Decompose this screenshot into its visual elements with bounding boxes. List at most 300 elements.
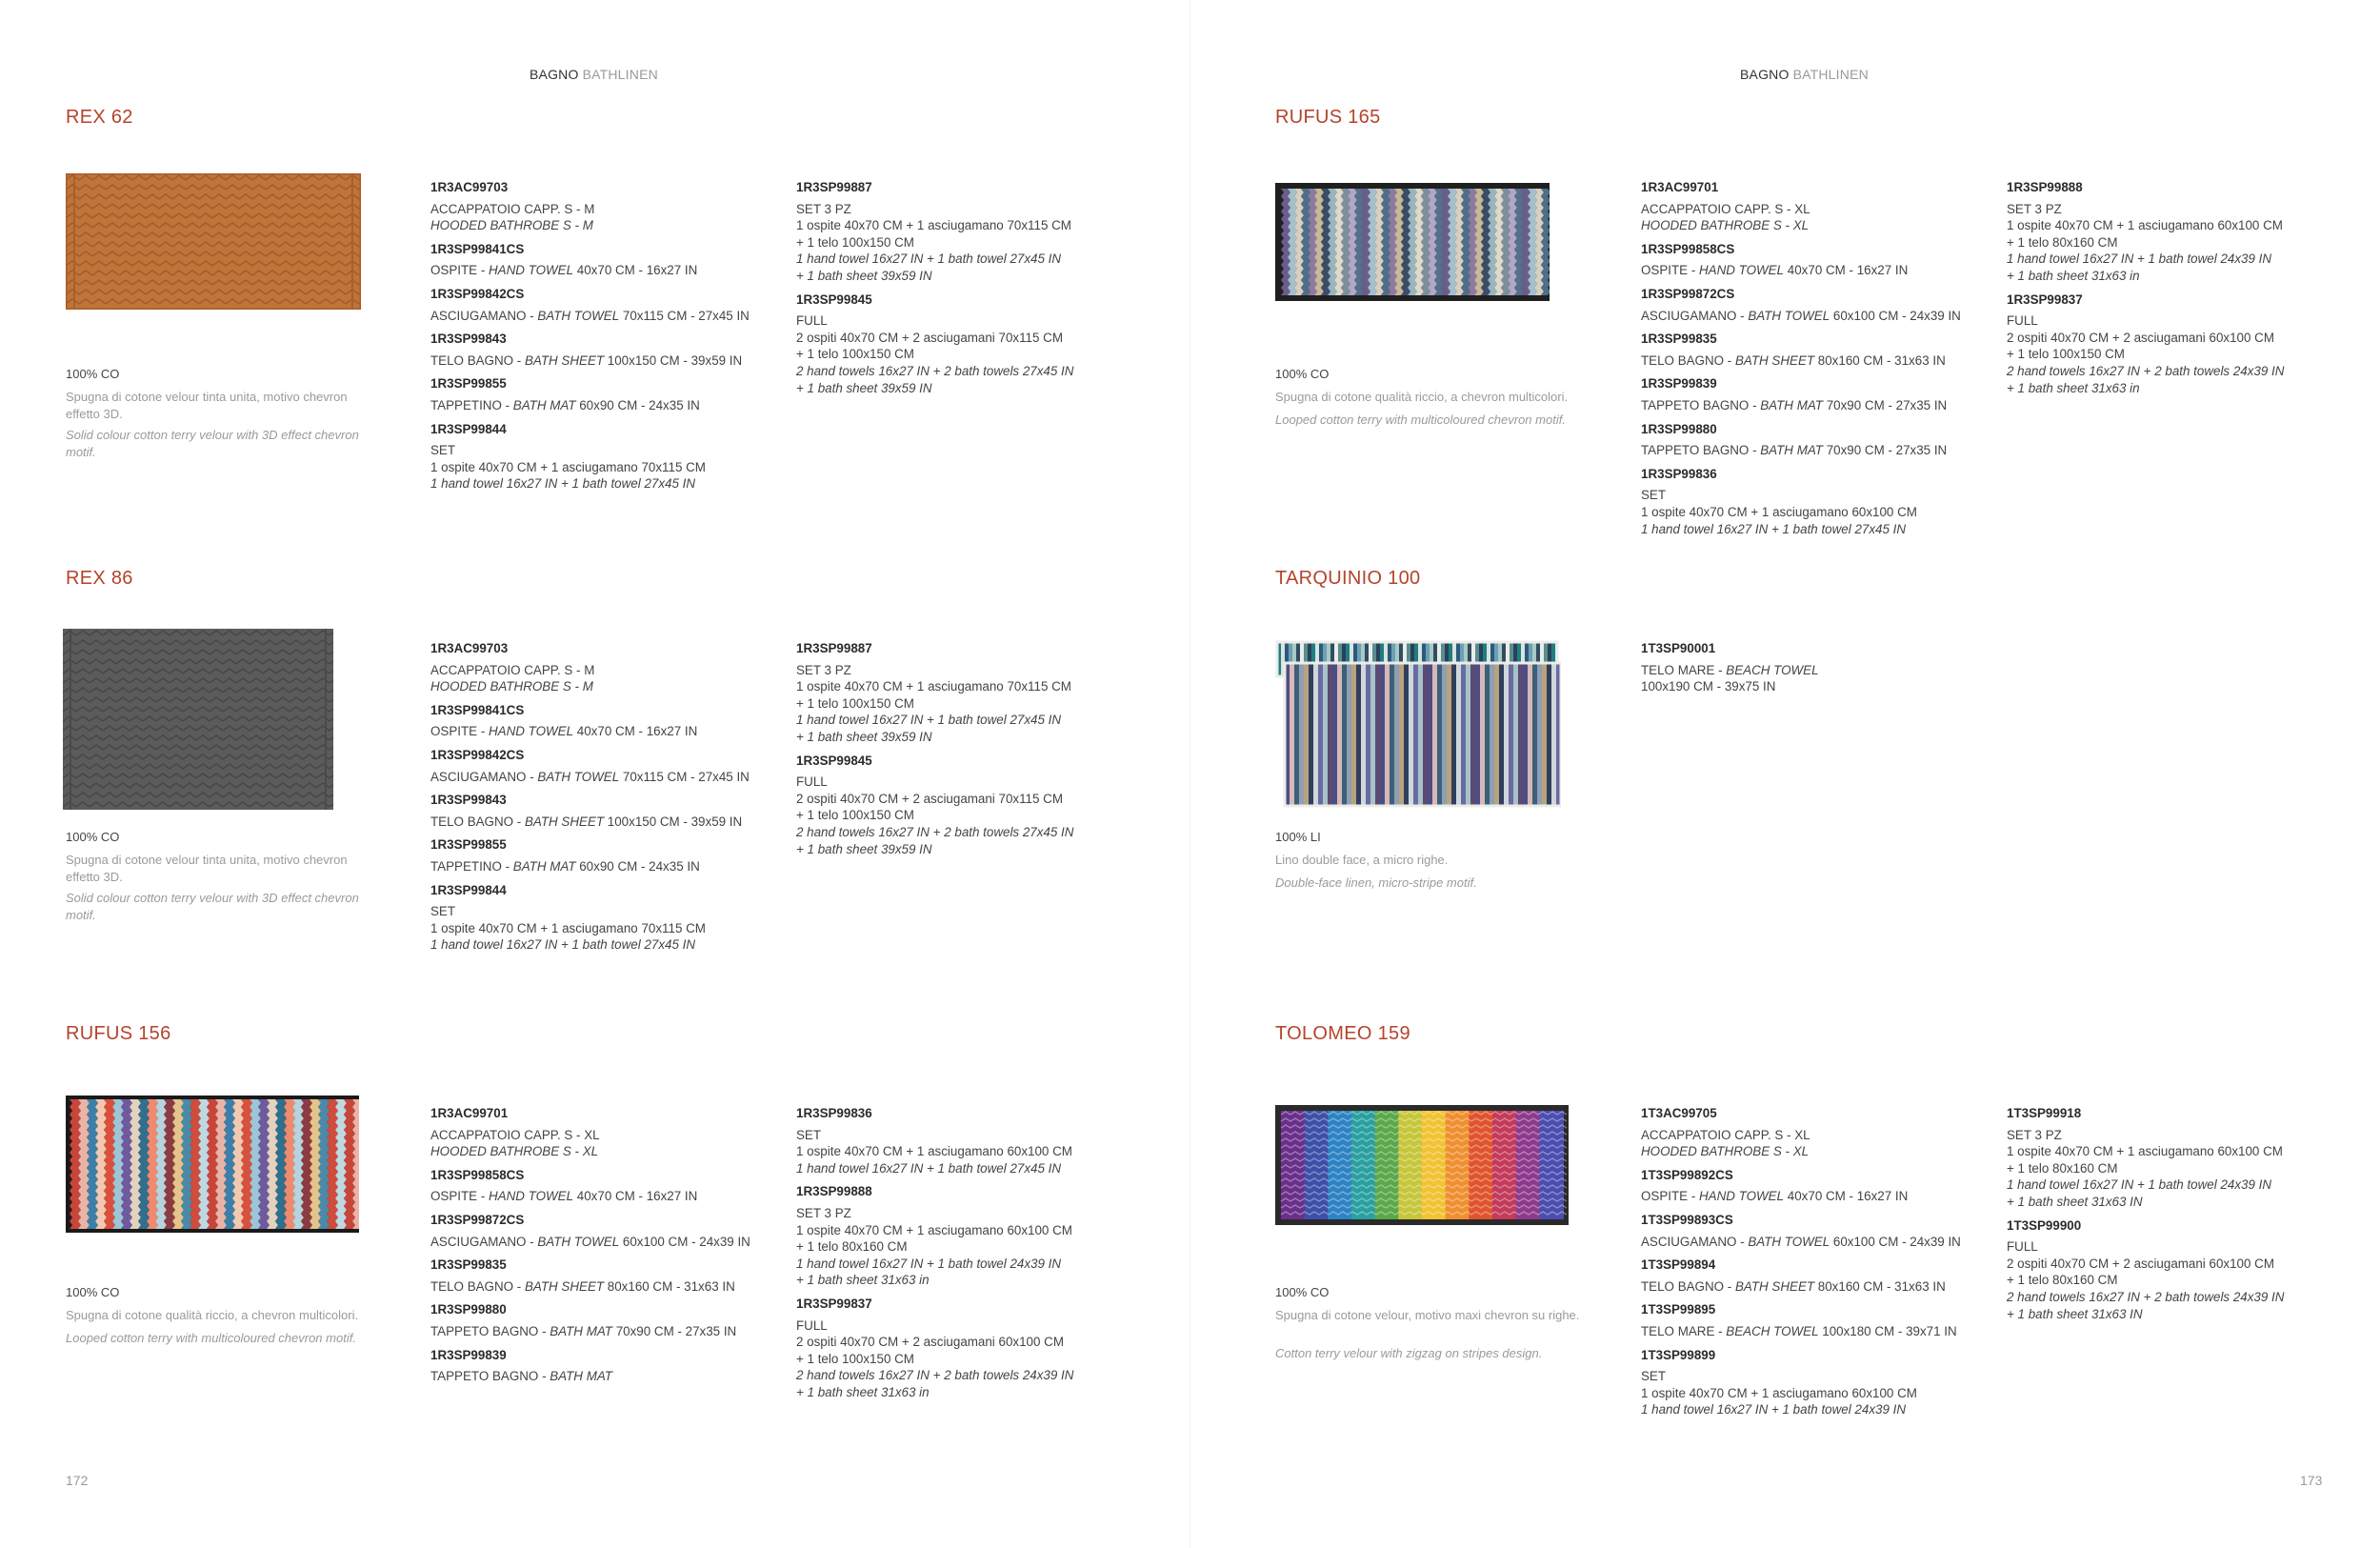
sku-line	[2007, 380, 2350, 397]
sku-code: 1T3SP99893CS	[1641, 1212, 1733, 1227]
sku-code: 1R3SP99837	[796, 1296, 872, 1311]
sku-line-english: 1 hand towel 16x27 IN + 1 bath towel 24x39 IN	[2007, 1177, 2272, 1193]
rufus-165-towel-image	[1275, 183, 1550, 301]
sku-line-text: TELO BAGNO -	[1641, 1278, 1735, 1294]
sku-line	[1641, 662, 1984, 679]
product-image	[1275, 640, 1561, 812]
sku-line	[796, 1256, 1139, 1273]
sku-line-text: SET	[796, 1127, 822, 1142]
sku-item	[1641, 1212, 1984, 1250]
material-description-en: Cotton terry velour with zigzag on stripes design.	[1275, 1346, 1543, 1360]
sku-line-text: 100x190 CM - 39x75 IN	[1641, 679, 1776, 694]
sku-line-english: HOODED BATHROBE S - XL	[430, 1144, 599, 1159]
sku-line	[796, 330, 1139, 347]
material-composition: 100% CO	[1275, 367, 1330, 381]
sku-line-english: 1 hand towel 16x27 IN + 1 bath towel 27x45 IN	[430, 476, 696, 492]
sku-line-text: 40x70 CM - 16x27 IN	[1784, 263, 1909, 278]
sku-line	[1641, 397, 1984, 414]
sku-line-text: 1 ospite 40x70 CM + 1 asciugamano 60x100 CM	[2007, 1144, 2283, 1159]
sku-line-text: ACCAPPATOIO CAPP. S - M	[430, 662, 595, 677]
sku-line	[796, 662, 1139, 679]
sku-line-text: + 1 telo 100x150 CM	[796, 234, 914, 250]
sku-line-text: 100x180 CM - 39x71 IN	[1818, 1323, 1957, 1338]
sku-line-text: 80x160 CM - 31x63 IN	[604, 1278, 735, 1294]
sku-line-text: + 1 telo 80x160 CM	[2007, 1273, 2118, 1288]
sku-column-2	[796, 1105, 1139, 1408]
sku-line	[1641, 1323, 1984, 1340]
sku-line-english: BATH MAT	[512, 858, 576, 874]
sku-line-text: SET 3 PZ	[2007, 201, 2062, 216]
sku-line-text: 2 ospiti 40x70 CM + 2 asciugamani 70x115 CM	[796, 330, 1063, 345]
sku-line	[430, 1127, 773, 1144]
sku-item	[430, 882, 773, 954]
sku-line-text: 80x160 CM - 31x63 IN	[1814, 352, 1946, 368]
sku-column-1	[430, 1105, 773, 1392]
sku-column-1	[1641, 1105, 1984, 1425]
sku-item	[1641, 1347, 1984, 1418]
sku-code: 1T3SP99895	[1641, 1302, 1716, 1317]
sku-item	[1641, 375, 1984, 413]
sku-line-text: ASCIUGAMANO -	[1641, 308, 1749, 323]
sku-line	[2007, 330, 2350, 347]
sku-code: 1R3SP99843	[430, 332, 507, 347]
sku-line	[1641, 1368, 1984, 1385]
sku-line	[796, 678, 1139, 695]
sku-line	[1641, 487, 1984, 504]
sku-item	[430, 836, 773, 875]
sku-line-english: BATH TOWEL	[537, 769, 620, 784]
sku-line-english: BEACH TOWEL	[1726, 662, 1819, 677]
sku-line-text: TAPPETO BAGNO -	[430, 1369, 550, 1384]
sku-line-text: OSPITE -	[430, 724, 490, 739]
sku-line-english: 2 hand towels 16x27 IN + 2 bath towels 24x39 IN	[796, 1368, 1074, 1383]
sku-column-2	[796, 179, 1139, 403]
sku-code: 1R3SP99880	[430, 1302, 507, 1317]
sku-line-text: 1 ospite 40x70 CM + 1 asciugamano 70x115 CM	[430, 920, 706, 935]
sku-line-text: 2 ospiti 40x70 CM + 2 asciugamani 70x115 CM	[796, 791, 1063, 806]
sku-line	[796, 1238, 1139, 1256]
sku-line	[1641, 1143, 1984, 1160]
sku-line-text: 1 ospite 40x70 CM + 1 asciugamano 70x115 CM	[796, 218, 1071, 233]
sku-line-english: BATH TOWEL	[537, 1234, 620, 1249]
sku-line	[430, 723, 773, 740]
sku-line-text: 1 ospite 40x70 CM + 1 asciugamano 70x115 CM	[796, 679, 1071, 694]
sku-code: 1R3AC99701	[1641, 180, 1719, 194]
sku-line	[796, 791, 1139, 808]
sku-line	[2007, 1176, 2350, 1194]
sku-line	[796, 841, 1139, 858]
sku-line-text: 80x160 CM - 31x63 IN	[1814, 1278, 1946, 1294]
sku-line	[796, 201, 1139, 218]
sku-line-text: 70x90 CM - 27x35 IN	[611, 1323, 737, 1338]
material-description-en: Double-face linen, micro-stripe motif.	[1275, 875, 1477, 890]
sku-line-text: + 1 telo 100x150 CM	[796, 808, 914, 823]
sku-line	[2007, 346, 2350, 363]
sku-line	[430, 397, 773, 414]
sku-code: 1R3SP99839	[1641, 376, 1717, 392]
sku-item	[1641, 1256, 1984, 1295]
sku-code: 1R3SP99872CS	[430, 1212, 525, 1227]
sku-line-text: 70x115 CM - 27x45 IN	[619, 769, 750, 784]
sku-line	[796, 1160, 1139, 1177]
sku-item	[2007, 292, 2350, 397]
sku-line-text: 1 ospite 40x70 CM + 1 asciugamano 60x100 CM	[2007, 218, 2283, 233]
sku-code: 1R3SP99843	[430, 793, 507, 808]
sku-line-english: BATH MAT	[1760, 397, 1823, 412]
sku-column-1	[1641, 179, 1984, 544]
sku-line-text: 60x100 CM - 24x39 IN	[619, 1234, 750, 1249]
sku-item	[796, 753, 1139, 858]
sku-line-text: OSPITE -	[1641, 263, 1700, 278]
sku-item	[1641, 286, 1984, 324]
sku-item	[796, 179, 1139, 285]
sku-line-text: ASCIUGAMANO -	[430, 1234, 538, 1249]
sku-line-text: + 1 telo 80x160 CM	[796, 1239, 908, 1255]
page-number-left: 172	[66, 1473, 89, 1488]
sku-item	[430, 640, 773, 695]
sku-code: 1R3SP99844	[430, 421, 507, 436]
sku-line	[430, 858, 773, 875]
sku-line-text: TAPPETO BAGNO -	[430, 1323, 550, 1338]
sku-code: 1R3SP99858CS	[1641, 241, 1735, 256]
sku-line-text: TAPPETINO -	[430, 858, 513, 874]
sku-line-text: OSPITE -	[430, 263, 490, 278]
sku-line	[796, 807, 1139, 824]
sku-line	[430, 769, 773, 786]
sku-code: 1T3SP99899	[1641, 1347, 1716, 1362]
sku-line	[796, 1272, 1139, 1289]
sku-line-english: BATH TOWEL	[537, 308, 620, 323]
sku-line-text: FULL	[796, 313, 828, 329]
sku-line-english: 1 hand towel 16x27 IN + 1 bath towel 27x45 IN	[430, 937, 696, 953]
sku-line	[430, 678, 773, 695]
sku-line-english: BATH MAT	[550, 1323, 612, 1338]
sku-line	[1641, 217, 1984, 234]
sku-line-text: 70x90 CM - 27x35 IN	[1822, 443, 1948, 458]
sku-item	[1641, 1105, 1984, 1160]
sku-line-text: 2 ospiti 40x70 CM + 2 asciugamani 60x100 CM	[2007, 1256, 2274, 1271]
sku-code: 1R3SP99855	[430, 837, 507, 853]
sku-line	[430, 459, 773, 476]
sku-item	[796, 640, 1139, 746]
sku-line-text: TAPPETINO -	[430, 397, 513, 412]
rex-86-towel-image	[63, 629, 333, 810]
sku-line-text: ACCAPPATOIO CAPP. S - XL	[1641, 1127, 1810, 1142]
sku-line	[796, 312, 1139, 330]
sku-item	[430, 1256, 773, 1295]
sku-item	[430, 421, 773, 493]
sku-line	[796, 1334, 1139, 1351]
sku-line	[796, 268, 1139, 285]
sku-column-1	[430, 179, 773, 499]
sku-line-english: BATH SHEET	[524, 1278, 605, 1294]
sku-line-english: HAND TOWEL	[489, 263, 574, 278]
sku-line	[430, 217, 773, 234]
sku-line	[1641, 308, 1984, 325]
material-description-en: Looped cotton terry with multicoloured chevron motif.	[1275, 412, 1566, 427]
sku-line	[2007, 1160, 2350, 1177]
sku-line	[796, 824, 1139, 841]
sku-line	[796, 1143, 1139, 1160]
sku-line	[2007, 1306, 2350, 1323]
sku-line	[430, 262, 773, 279]
sku-column-2	[2007, 179, 2350, 403]
sku-line	[796, 363, 1139, 380]
sku-line-text: 1 ospite 40x70 CM + 1 asciugamano 60x100 CM	[796, 1222, 1072, 1237]
sku-line-english: + 1 bath sheet 31x63 IN	[2007, 1194, 2143, 1209]
sku-line	[796, 1351, 1139, 1368]
sku-line-english: 1 hand towel 16x27 IN + 1 bath towel 27x45 IN	[796, 1160, 1062, 1176]
sku-code: 1R3SP99837	[2007, 292, 2083, 307]
sku-item	[430, 179, 773, 234]
sku-code: 1R3SP99842CS	[430, 286, 525, 301]
sku-line-english: BATH TOWEL	[1748, 1234, 1830, 1249]
sku-line-text: SET 3 PZ	[796, 201, 851, 216]
sku-line	[796, 712, 1139, 729]
sku-line-english: HAND TOWEL	[489, 1189, 574, 1204]
sku-line-text: 100x150 CM - 39x59 IN	[604, 352, 743, 368]
sku-line-text: 70x115 CM - 27x45 IN	[619, 308, 750, 323]
product-image	[66, 1096, 359, 1233]
sku-line	[796, 774, 1139, 791]
sku-line	[796, 1127, 1139, 1144]
sku-line-text: + 1 telo 80x160 CM	[2007, 1160, 2118, 1176]
sku-line-english: HAND TOWEL	[1699, 1189, 1785, 1204]
sku-line-text: 2 ospiti 40x70 CM + 2 asciugamani 60x100 CM	[2007, 330, 2274, 345]
sku-line	[430, 936, 773, 954]
sku-line	[2007, 1194, 2350, 1211]
sku-line-text: TELO MARE -	[1641, 662, 1727, 677]
sku-line	[2007, 268, 2350, 285]
sku-line	[1641, 678, 1984, 695]
product-title: TOLOMEO 159	[1275, 1023, 1410, 1044]
running-head: BAGNO BATHLINEN	[530, 67, 658, 82]
sku-line-text: + 1 telo 100x150 CM	[796, 347, 914, 362]
sku-line	[796, 380, 1139, 397]
sku-column-1	[1641, 640, 1984, 702]
sku-item	[430, 747, 773, 785]
sku-line	[796, 234, 1139, 251]
sku-line-english: + 1 bath sheet 39x59 IN	[796, 729, 932, 744]
sku-line	[430, 442, 773, 459]
sku-item	[430, 375, 773, 413]
sku-line-english: HOODED BATHROBE S - M	[430, 679, 593, 694]
sku-line-english: HOODED BATHROBE S - XL	[1641, 1144, 1810, 1159]
sku-line-text: FULL	[796, 1317, 828, 1333]
sku-column-1	[430, 640, 773, 960]
sku-item	[1641, 179, 1984, 234]
sku-item	[1641, 1167, 1984, 1205]
material-description-en: Solid colour cotton terry velour with 3D effect chevron motif.	[66, 428, 359, 459]
sku-line-text: + 1 telo 100x150 CM	[796, 695, 914, 711]
material-description-it: Spugna di cotone velour tinta unita, motivo chevron effetto 3D.	[66, 390, 348, 421]
sku-code: 1R3AC99703	[430, 641, 509, 655]
sku-line-english: 1 hand towel 16x27 IN + 1 bath towel 27x45 IN	[796, 713, 1062, 728]
sku-item	[2007, 1217, 2350, 1323]
material-composition: 100% CO	[66, 367, 120, 381]
sku-line-text: SET	[430, 904, 456, 919]
sku-line-text: ASCIUGAMANO -	[1641, 1234, 1749, 1249]
sku-line-english: HOODED BATHROBE S - M	[430, 218, 593, 233]
sku-line	[796, 217, 1139, 234]
tolomeo-159-towel-image	[1275, 1105, 1569, 1225]
sku-code: 1R3SP99835	[1641, 332, 1717, 347]
sku-code: 1T3SP99900	[2007, 1217, 2082, 1233]
sku-item	[430, 241, 773, 279]
material-description-it: Spugna di cotone qualità riccio, a chevron multicolori.	[66, 1308, 359, 1322]
sku-line-text: ASCIUGAMANO -	[430, 769, 538, 784]
sku-item	[1641, 241, 1984, 279]
sku-item	[430, 1105, 773, 1160]
sku-item	[2007, 1105, 2350, 1211]
sku-item	[430, 1347, 773, 1385]
sku-code: 1R3SP99836	[1641, 466, 1717, 481]
sku-line	[430, 308, 773, 325]
sku-line	[796, 346, 1139, 363]
sku-line-english: + 1 bath sheet 31x63 in	[796, 1273, 930, 1288]
sku-item	[796, 1296, 1139, 1401]
material-description-it: Spugna di cotone qualità riccio, a chevron multicolori.	[1275, 390, 1569, 404]
sku-item	[1641, 1301, 1984, 1339]
sku-line-text: + 1 telo 100x150 CM	[796, 1351, 914, 1366]
sku-line	[2007, 251, 2350, 268]
sku-code: 1T3SP90001	[1641, 641, 1716, 655]
sku-line-english: + 1 bath sheet 31x63 IN	[2007, 1306, 2143, 1321]
sku-line	[1641, 352, 1984, 370]
sku-line	[430, 662, 773, 679]
product-image	[66, 173, 361, 310]
sku-line	[430, 201, 773, 218]
sku-line	[430, 903, 773, 920]
page-right	[1190, 0, 2380, 1548]
sku-line-text: FULL	[2007, 1239, 2038, 1255]
sku-line-english: 1 hand towel 16x27 IN + 1 bath towel 27x45 IN	[1641, 521, 1907, 536]
sku-line	[430, 352, 773, 370]
sku-code: 1R3SP99845	[796, 292, 872, 307]
sku-line-text: SET 3 PZ	[2007, 1127, 2062, 1142]
material-composition: 100% LI	[1275, 830, 1321, 844]
sku-item	[430, 792, 773, 830]
sku-line	[430, 1234, 773, 1251]
sku-code: 1R3SP99887	[796, 641, 872, 655]
sku-line-english: BATH SHEET	[1734, 1278, 1815, 1294]
material-composition: 100% CO	[66, 1285, 120, 1299]
sku-line	[796, 1205, 1139, 1222]
sku-line-english: BATH TOWEL	[1748, 308, 1830, 323]
sku-line	[430, 920, 773, 937]
sku-line-text: 1 ospite 40x70 CM + 1 asciugamano 60x100 CM	[1641, 1385, 1917, 1400]
sku-item	[2007, 179, 2350, 285]
sku-code: 1R3SP99855	[430, 376, 507, 392]
sku-line-english: 1 hand towel 16x27 IN + 1 bath towel 24x39 IN	[1641, 1402, 1907, 1417]
sku-line-text: OSPITE -	[1641, 1189, 1700, 1204]
sku-line-text: TELO BAGNO -	[430, 352, 525, 368]
sku-line-text: 40x70 CM - 16x27 IN	[573, 724, 698, 739]
sku-line	[1641, 504, 1984, 521]
sku-code: 1T3SP99894	[1641, 1257, 1716, 1273]
sku-line-text: ACCAPPATOIO CAPP. S - XL	[1641, 201, 1810, 216]
sku-line-text: ACCAPPATOIO CAPP. S - M	[430, 201, 595, 216]
sku-item	[430, 1212, 773, 1250]
sku-line-english: 2 hand towels 16x27 IN + 2 bath towels 24x39 IN	[2007, 363, 2285, 378]
sku-line-text: SET	[1641, 1369, 1667, 1384]
sku-item	[796, 1105, 1139, 1176]
sku-line	[430, 1188, 773, 1205]
sku-line-text: OSPITE -	[430, 1189, 490, 1204]
sku-line	[1641, 1401, 1984, 1418]
sku-line-english: + 1 bath sheet 31x63 in	[2007, 268, 2140, 283]
sku-line	[796, 1384, 1139, 1401]
sku-line-text: + 1 telo 80x160 CM	[2007, 234, 2118, 250]
sku-code: 1R3SP99888	[2007, 180, 2083, 194]
sku-item	[1641, 640, 1984, 695]
sku-line-english: BATH MAT	[550, 1369, 612, 1384]
sku-item	[1641, 466, 1984, 537]
sku-line-english: BATH SHEET	[1734, 352, 1815, 368]
sku-code: 1R3SP99887	[796, 180, 872, 194]
sku-line-english: BATH SHEET	[524, 352, 605, 368]
sku-line-text: TELO BAGNO -	[430, 814, 525, 829]
sku-line-text: 70x90 CM - 27x35 IN	[1822, 397, 1948, 412]
sku-line-english: + 1 bath sheet 39x59 IN	[796, 268, 932, 283]
sku-line-english: HAND TOWEL	[1699, 263, 1785, 278]
sku-line-english: 1 hand towel 16x27 IN + 1 bath towel 24x39 IN	[2007, 251, 2272, 267]
sku-line	[1641, 1385, 1984, 1402]
sku-line	[430, 1278, 773, 1296]
sku-line	[2007, 234, 2350, 251]
running-head: BAGNO BATHLINEN	[1740, 67, 1869, 82]
sku-line-english: 2 hand towels 16x27 IN + 2 bath towels 27x45 IN	[796, 824, 1074, 839]
sku-line	[430, 1323, 773, 1340]
sku-line	[2007, 1256, 2350, 1273]
sku-line-english: BATH SHEET	[524, 814, 605, 829]
sku-line	[430, 1143, 773, 1160]
sku-line-english: HAND TOWEL	[489, 724, 574, 739]
material-composition: 100% CO	[1275, 1285, 1330, 1299]
sku-line-text: 100x150 CM - 39x59 IN	[604, 814, 743, 829]
sku-line-english: 1 hand towel 16x27 IN + 1 bath towel 27x45 IN	[796, 251, 1062, 267]
product-title: TARQUINIO 100	[1275, 568, 1421, 589]
rufus-156-towel-image	[66, 1096, 359, 1233]
product-image	[1275, 1105, 1569, 1225]
sku-code: 1R3SP99836	[796, 1106, 872, 1120]
sku-line-english: + 1 bath sheet 39x59 IN	[796, 841, 932, 856]
material-description-en: Looped cotton terry with multicoloured chevron motif.	[66, 1331, 356, 1345]
sku-line	[796, 695, 1139, 713]
sku-line	[430, 814, 773, 831]
sku-line-english: BATH MAT	[512, 397, 576, 412]
sku-line	[796, 1367, 1139, 1384]
sku-line-text: 1 ospite 40x70 CM + 1 asciugamano 70x115 CM	[430, 459, 706, 474]
sku-line-text: 2 ospiti 40x70 CM + 2 asciugamani 60x100 CM	[796, 1335, 1064, 1350]
sku-line	[2007, 1289, 2350, 1306]
sku-line	[1641, 201, 1984, 218]
sku-item	[430, 702, 773, 740]
sku-line-text: 60x90 CM - 24x35 IN	[575, 397, 700, 412]
sku-code: 1R3SP99842CS	[430, 747, 525, 762]
sku-line-text: ACCAPPATOIO CAPP. S - XL	[430, 1127, 600, 1142]
sku-line	[796, 1222, 1139, 1239]
rex-62-towel-image	[66, 173, 361, 310]
material-description-it: Spugna di cotone velour, motivo maxi chevron su righe.	[1275, 1308, 1580, 1322]
sku-code: 1R3SP99844	[430, 882, 507, 897]
product-title: RUFUS 156	[66, 1023, 171, 1044]
sku-code: 1R3SP99835	[430, 1257, 507, 1273]
sku-item	[430, 286, 773, 324]
sku-line-english: + 1 bath sheet 31x63 in	[796, 1384, 930, 1399]
sku-item	[1641, 331, 1984, 369]
sku-line-english: BATH MAT	[1760, 443, 1823, 458]
